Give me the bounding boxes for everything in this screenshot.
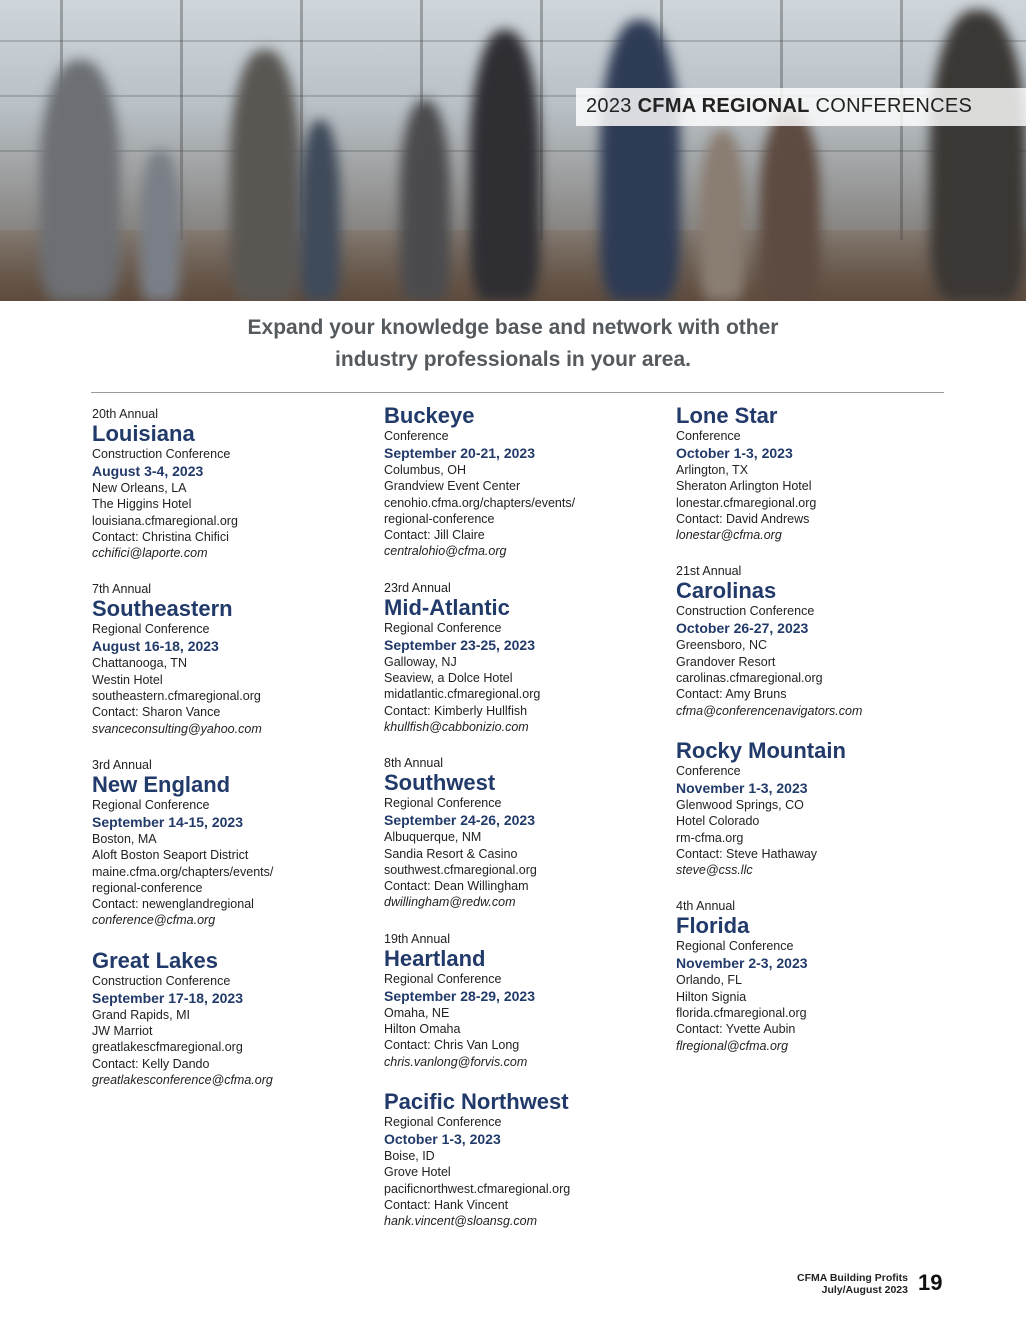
conference-detail: lonestar.cfmaregional.org: [676, 495, 817, 510]
conference-detail: Grandover Resort: [676, 654, 776, 669]
section-title-band: [576, 88, 1026, 126]
conference-date: August 16-18, 2023: [92, 638, 219, 655]
conference-detail: Grove Hotel: [384, 1165, 451, 1180]
conference-detail: midatlantic.cfmaregional.org: [384, 687, 541, 702]
conference-detail: Albuquerque, NM: [384, 830, 482, 845]
intro-line-1: Expand your knowledge base and network with other: [247, 316, 779, 339]
conference-type: Conference: [384, 429, 449, 443]
conference-detail: Contact: Yvette Aubin: [676, 1022, 796, 1037]
conference-detail: Arlington, TX: [676, 463, 749, 477]
conference-detail: Aloft Boston Seaport District: [92, 848, 249, 863]
intro-line-2: industry professionals in your area.: [335, 348, 691, 371]
conference-type: Regional Conference: [384, 1114, 502, 1129]
conference-detail: Contact: Kimberly Hullfish: [384, 703, 528, 718]
conference-detail: greatlakescfmaregional.org: [92, 1040, 243, 1055]
conference-type: Regional Conference: [384, 796, 502, 811]
conference-detail: Contact: Dean Willingham: [384, 879, 529, 894]
hero-photo: [0, 0, 1026, 301]
conference-detail: Contact: Hank Vincent: [384, 1197, 509, 1212]
conference-name: Heartland: [384, 945, 486, 971]
conference-annual: 7th Annual: [92, 582, 152, 597]
column-3: [676, 404, 976, 1074]
conference-name: Florida: [676, 913, 750, 939]
conference-annual: 8th Annual: [384, 756, 444, 771]
conference-detail: Orlando, FL: [676, 973, 743, 988]
conference-entry: [92, 581, 362, 736]
conference-type: Conference: [676, 763, 741, 778]
conference-detail: New Orleans, LA: [92, 481, 187, 495]
conference-date: October 26-27, 2023: [676, 620, 809, 637]
conference-email: khullfish@cabbonizio.com: [384, 719, 529, 734]
conference-email: dwillingham@redw.com: [384, 895, 516, 910]
conference-detail: southwest.cfmaregional.org: [384, 862, 537, 877]
divider: [91, 392, 944, 393]
conference-email: cfma@conferencenavigators.com: [676, 703, 863, 718]
conference-detail: rm-cfma.org: [676, 830, 744, 845]
conference-date: August 3-4, 2023: [92, 463, 204, 479]
conference-name: Louisiana: [92, 421, 195, 446]
conference-date: September 24-26, 2023: [384, 812, 535, 829]
conference-date: September 14-15, 2023: [92, 813, 243, 830]
conference-detail: Hilton Signia: [676, 989, 747, 1004]
conference-email: svanceconsulting@yahoo.com: [92, 721, 262, 736]
conference-detail: Contact: newenglandregional: [92, 897, 254, 912]
conference-detail: regional-conference: [92, 880, 203, 895]
conference-detail: Grandview Event Center: [384, 479, 521, 494]
conference-entry: [92, 757, 362, 929]
conference-detail: Boston, MA: [92, 831, 157, 846]
conference-detail: Contact: Christina Chifici: [92, 529, 229, 544]
conference-detail: Sheraton Arlington Hotel: [676, 479, 812, 494]
conference-type: Construction Conference: [92, 973, 231, 988]
conference-detail: regional-conference: [384, 511, 495, 526]
conference-detail: Chattanooga, TN: [92, 656, 187, 671]
conference-email: conference@cfma.org: [92, 913, 216, 928]
conference-email: hank.vincent@sloansg.com: [384, 1214, 538, 1229]
conference-type: Regional Conference: [92, 622, 210, 637]
conference-name: Carolinas: [676, 578, 777, 604]
conference-detail: Contact: Kelly Dando: [92, 1056, 210, 1071]
conference-detail: pacificnorthwest.cfmaregional.org: [384, 1181, 571, 1196]
column-2: [384, 404, 664, 1249]
conference-entry: [92, 949, 362, 1088]
conference-email: chris.vanlong@forvis.com: [384, 1054, 528, 1069]
conference-email: greatlakesconference@cfma.org: [92, 1072, 273, 1087]
conference-name: Southeastern: [92, 596, 233, 622]
conference-entry: [384, 404, 664, 560]
conference-annual: 4th Annual: [676, 899, 736, 914]
conference-detail: Seaview, a Dolce Hotel: [384, 671, 513, 686]
conference-annual: 20th Annual: [92, 407, 159, 421]
conference-name: Pacific Northwest: [384, 1088, 569, 1114]
conference-entry: [92, 406, 362, 561]
conference-annual: 23rd Annual: [384, 580, 451, 595]
conference-detail: Grand Rapids, MI: [92, 1007, 190, 1022]
conference-detail: Westin Hotel: [92, 672, 163, 687]
conference-date: September 20-21, 2023: [384, 445, 535, 461]
conference-detail: Columbus, OH: [384, 463, 466, 477]
conference-entry: [676, 563, 976, 718]
page-number: 19: [918, 1270, 943, 1295]
conference-annual: 19th Annual: [384, 931, 451, 946]
conference-detail: Contact: Chris Van Long: [384, 1038, 520, 1053]
conference-detail: Galloway, NJ: [384, 654, 457, 669]
conference-entry: [676, 898, 976, 1053]
conference-detail: Omaha, NE: [384, 1005, 450, 1020]
conference-type: Construction Conference: [676, 604, 815, 619]
conference-annual: 21st Annual: [676, 564, 742, 579]
conference-annual: 3rd Annual: [92, 757, 152, 772]
conference-type: Construction Conference: [92, 447, 231, 461]
conference-name: Rocky Mountain: [676, 737, 846, 763]
conference-detail: florida.cfmaregional.org: [676, 1006, 807, 1021]
footer-publication: CFMA Building Profits July/August 2023: [796, 1272, 908, 1296]
conference-detail: carolinas.cfmaregional.org: [676, 671, 823, 686]
conference-detail: southeastern.cfmaregional.org: [92, 689, 261, 704]
conference-detail: louisiana.cfmaregional.org: [92, 513, 238, 528]
conference-date: November 2-3, 2023: [676, 955, 808, 972]
conference-date: October 1-3, 2023: [384, 1130, 501, 1147]
conference-detail: JW Marriot: [92, 1024, 153, 1039]
conference-type: Conference: [676, 429, 741, 443]
conference-name: Buckeye: [384, 403, 475, 428]
conference-detail: The Higgins Hotel: [92, 497, 192, 512]
conference-date: September 28-29, 2023: [384, 987, 535, 1004]
conference-entry: [676, 404, 976, 543]
conference-entry: [384, 580, 664, 735]
conference-date: September 17-18, 2023: [92, 989, 243, 1006]
conference-detail: Sandia Resort & Casino: [384, 846, 518, 861]
conference-detail: cenohio.cfma.org/chapters/events/: [384, 495, 576, 510]
conference-name: Mid-Atlantic: [384, 594, 510, 620]
conference-detail: Greensboro, NC: [676, 638, 768, 653]
conference-email: cchifici@laporte.com: [92, 546, 208, 561]
conference-date: September 23-25, 2023: [384, 636, 535, 653]
conference-email: steve@css.llc: [676, 863, 753, 878]
conference-date: November 1-3, 2023: [676, 779, 808, 796]
conference-entry: [384, 755, 664, 910]
conference-email: centralohio@cfma.org: [384, 544, 507, 559]
conference-entry: [676, 739, 976, 878]
conference-detail: Contact: Steve Hathaway: [676, 846, 818, 861]
conference-detail: maine.cfma.org/chapters/events/: [92, 864, 274, 879]
conference-detail: Hotel Colorado: [676, 814, 760, 829]
conference-name: Southwest: [384, 770, 496, 796]
conference-detail: Contact: Amy Bruns: [676, 687, 787, 702]
conference-name: New England: [92, 771, 231, 797]
conference-type: Regional Conference: [384, 620, 502, 635]
conference-name: Lone Star: [676, 403, 778, 428]
conference-detail: Glenwood Springs, CO: [676, 797, 804, 812]
conference-detail: Hilton Omaha: [384, 1022, 461, 1037]
conference-email: lonestar@cfma.org: [676, 528, 782, 543]
conference-detail: Boise, ID: [384, 1148, 435, 1163]
conference-detail: Contact: David Andrews: [676, 511, 810, 526]
conference-date: October 1-3, 2023: [676, 445, 793, 461]
conference-type: Regional Conference: [676, 939, 794, 954]
conference-entry: [384, 1090, 664, 1229]
section-title: 2023 CFMA REGIONAL CONFERENCES: [586, 95, 973, 117]
conference-type: Regional Conference: [384, 971, 502, 986]
conference-detail: Contact: Sharon Vance: [92, 705, 221, 720]
conference-detail: Contact: Jill Claire: [384, 528, 485, 543]
conference-name: Great Lakes: [92, 947, 218, 973]
conference-entry: [384, 931, 664, 1070]
column-1: [92, 406, 362, 1108]
conference-email: flregional@cfma.org: [676, 1038, 789, 1053]
conference-type: Regional Conference: [92, 797, 210, 812]
